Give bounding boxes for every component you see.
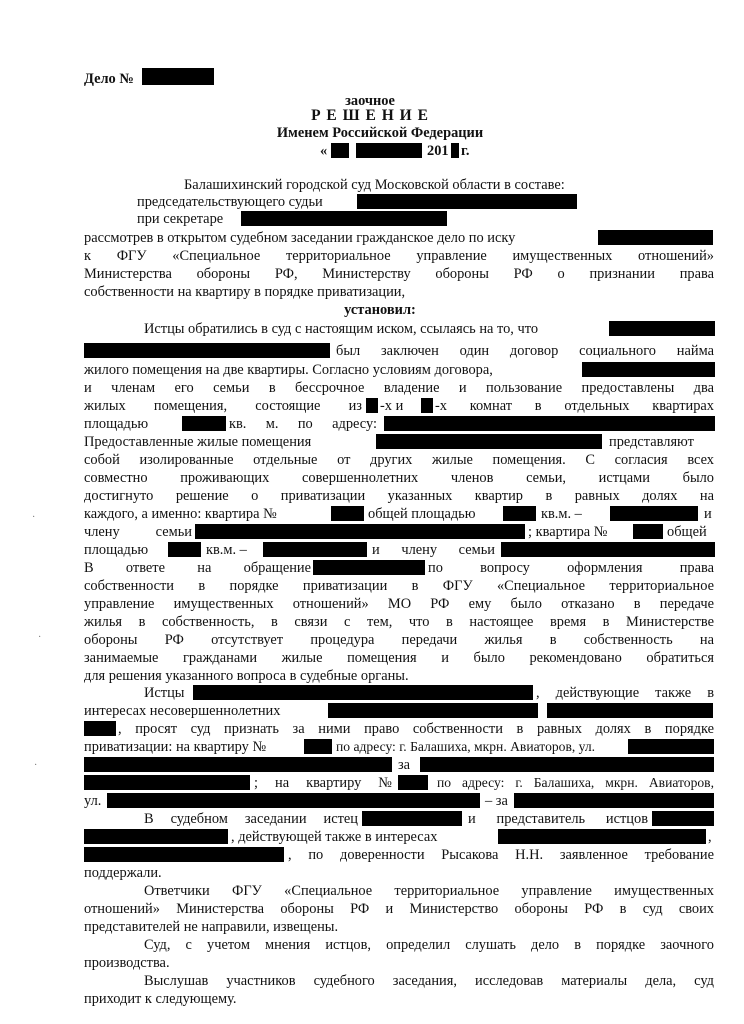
p1-line-7b: представляют xyxy=(609,434,694,450)
scan-speck: · xyxy=(34,760,38,771)
p1-line-2: был заключен один договор социального найма xyxy=(336,343,714,359)
redacted-street-1 xyxy=(628,739,714,754)
redacted-owners-3 xyxy=(420,757,714,772)
p2-line-4a: приватизации: на квартиру № xyxy=(84,739,267,755)
redacted-representative-2 xyxy=(84,829,228,844)
p2-line-1b: , действующие также в xyxy=(536,685,714,701)
p3-line-1a: В судебном заседании истец xyxy=(144,811,358,827)
p2-line-6b: по адресу: г. Балашиха, мкрн. Авиаторов, xyxy=(437,775,714,790)
p2-line-4b: по адресу: г. Балашиха, мкрн. Авиаторов, ул. xyxy=(336,739,596,754)
p2-line-3: , просят суд признать за ними право собственности в равных долях в порядке xyxy=(118,721,714,737)
p4-line-2: отношений» Министерства обороны РФ и Министерство обороны РФ в суд своих xyxy=(84,901,714,917)
decision-type: заочное xyxy=(345,93,395,109)
p1-line-4: и членам его семьи в бессрочное владение и пользование предоставлены два xyxy=(84,380,714,396)
p1-line-11c: кв.м. – xyxy=(541,506,582,522)
redacted-apt-2 xyxy=(633,524,663,539)
p1-line-20: для решения указанного вопроса в судебные органы. xyxy=(84,668,409,684)
date-open-quote: « xyxy=(320,143,328,159)
p6-line-1: Выслушав участников судебного заседания, исследовав материалы дела, суд xyxy=(144,973,714,989)
p1-line-5a: жилых помещения, состоящие из xyxy=(84,398,362,414)
date-suffix: г. xyxy=(461,143,470,159)
redacted-apt-4 xyxy=(398,775,428,790)
redacted-street-3 xyxy=(107,793,480,808)
p1-line-12b: ; квартира № xyxy=(528,524,608,540)
redacted-rooms-2 xyxy=(421,398,433,413)
redacted-owners-4 xyxy=(84,775,250,790)
p2-line-5: за xyxy=(398,757,411,773)
redacted-judge-name xyxy=(357,194,577,209)
redacted-p1-a xyxy=(609,321,715,336)
redacted-p1-c xyxy=(582,362,715,377)
p1-line-6a: площадью xyxy=(84,416,149,432)
p1-line-12c: общей xyxy=(667,524,707,540)
p1-line-5b: -х и xyxy=(380,398,404,414)
p1-line-14a: В ответе на обращение xyxy=(84,560,311,576)
p1-line-15: собственности в порядке приватизации в ФГУ «Специальное территориальное xyxy=(84,578,714,594)
redacted-plaintiff xyxy=(598,230,713,245)
judge-label: председательствующего судьи xyxy=(137,194,323,210)
p4-line-3: представителей не направили, извещены. xyxy=(84,919,339,935)
scan-speck: · xyxy=(38,632,42,643)
decision-subtitle: Именем Российской Федерации xyxy=(276,125,484,141)
redacted-member-2 xyxy=(501,542,715,557)
p1-line-7a: Предоставленные жилые помещения xyxy=(84,434,312,450)
p2-line-6a: ; на квартиру № xyxy=(254,775,392,791)
redacted-owner-2 xyxy=(263,542,367,557)
redacted-p1-b xyxy=(84,343,330,358)
redacted-apt-3 xyxy=(304,739,332,754)
scan-speck: · xyxy=(32,512,36,523)
intro-line-2: к ФГУ «Специальное территориальное управление имущественных отношений» xyxy=(84,248,714,264)
p5-line-2: производства. xyxy=(84,955,170,971)
p3-line-1b: и представитель истцов xyxy=(468,811,648,827)
p3-line-2a: , действующей также в интересах xyxy=(231,829,438,845)
redacted-rooms-1 xyxy=(366,398,378,413)
p1-line-9: совместно проживающих совершеннолетних членов семьи, истцами было xyxy=(84,470,714,486)
p1-line-11d: и xyxy=(704,506,712,522)
p3-line-4: поддержали. xyxy=(84,865,162,881)
redacted-area-2 xyxy=(503,506,536,521)
established-heading: установил: xyxy=(344,302,416,318)
p1-line-13b: кв.м. – xyxy=(206,542,247,558)
case-number-label: Дело № xyxy=(84,71,134,87)
redacted-address-2 xyxy=(376,434,602,449)
redacted-street-2 xyxy=(84,757,392,772)
p1-line-11a: каждого, а именно: квартира № xyxy=(84,506,277,522)
p1-line-16: управление имущественных отношений» МО РФ ему было отказано в передаче xyxy=(84,596,714,612)
redacted-date-year-digit xyxy=(451,143,459,158)
p4-line-1: Ответчики ФГУ «Специальное территориальное управление имущественных xyxy=(144,883,714,899)
redacted-owner-1 xyxy=(610,506,698,521)
p1-line-13c: и члену семьи xyxy=(372,542,495,558)
redacted-owners-5 xyxy=(514,793,714,808)
p2-line-7b: – за xyxy=(485,793,508,809)
p2-line-7a: ул. xyxy=(84,793,102,809)
p1-line-14b: по вопросу оформления права xyxy=(428,560,714,576)
redacted-minor-1 xyxy=(328,703,538,718)
redacted-minor-2 xyxy=(547,703,713,718)
secretary-label: при секретаре xyxy=(137,211,224,227)
redacted-date-month xyxy=(356,143,422,158)
redacted-case-number xyxy=(142,68,214,85)
decision-title: Р Е Ш Е Н И Е xyxy=(311,107,429,124)
redacted-representative xyxy=(652,811,714,826)
redacted-area-3 xyxy=(168,542,201,557)
p1-line-5c: -х комнат в отдельных квартирах xyxy=(435,398,714,414)
redacted-address-1 xyxy=(384,416,715,431)
p3-line-3: , по доверенности Рысакова Н.Н. заявленное требование xyxy=(288,847,714,863)
redacted-minor-3 xyxy=(84,721,116,736)
redacted-secretary-name xyxy=(241,211,447,226)
p5-line-1: Суд, с учетом мнения истцов, определил слушать дело в порядке заочного xyxy=(144,937,714,953)
p1-line-12a: члену семьи xyxy=(84,524,192,540)
intro-line-4: собственности на квартиру в порядке приватизации, xyxy=(84,284,406,300)
date-year: 201 xyxy=(427,143,449,159)
p1-line-10: достигнуто решение о приватизации указанных квартир в равных долях на xyxy=(84,488,714,504)
p1-line-17: жилья в собственность, в связи с тем, что в настоящее время в Министерстве xyxy=(84,614,714,630)
redacted-member-1 xyxy=(195,524,525,539)
p6-line-2: приходит к следующему. xyxy=(84,991,237,1007)
p1-line-1: Истцы обратились в суд с настоящим иском, ссылаясь на то, что xyxy=(144,321,539,337)
p1-line-13a: площадью xyxy=(84,542,149,558)
redacted-interests-2 xyxy=(84,847,284,862)
redacted-area-1 xyxy=(182,416,226,431)
redacted-apt-1 xyxy=(331,506,364,521)
p1-line-8: собой изолированные отдельные от других жилые помещения. С согласия всех xyxy=(84,452,714,468)
p1-line-3: жилого помещения на две квартиры. Согласно условиям договора, xyxy=(84,362,493,378)
court-composition: Балашихинский городской суд Московской области в составе: xyxy=(184,177,565,193)
p3-line-2b: , xyxy=(708,829,712,845)
intro-line-3: Министерства обороны РФ, Министерству обороны РФ о признании права xyxy=(84,266,714,282)
redacted-plaintiffs-names xyxy=(193,685,533,700)
p1-line-19: занимаемые гражданами жилые помещения и было рекомендовано обратиться xyxy=(84,650,714,666)
redacted-interests xyxy=(498,829,706,844)
intro-line-1: рассмотрев в открытом судебном заседании гражданское дело по иску xyxy=(84,230,516,246)
redacted-request-date xyxy=(313,560,425,575)
p2-line-2: интересах несовершеннолетних xyxy=(84,703,281,719)
p1-line-6b: кв. м. по адресу: xyxy=(229,416,377,432)
redacted-plaintiff-2 xyxy=(362,811,462,826)
p1-line-11b: общей площадью xyxy=(368,506,476,522)
p2-line-1a: Истцы xyxy=(144,685,185,701)
p1-line-18: обороны РФ отсутствует процедура передачи жилья в собственность на xyxy=(84,632,714,648)
redacted-date-day xyxy=(331,143,349,158)
